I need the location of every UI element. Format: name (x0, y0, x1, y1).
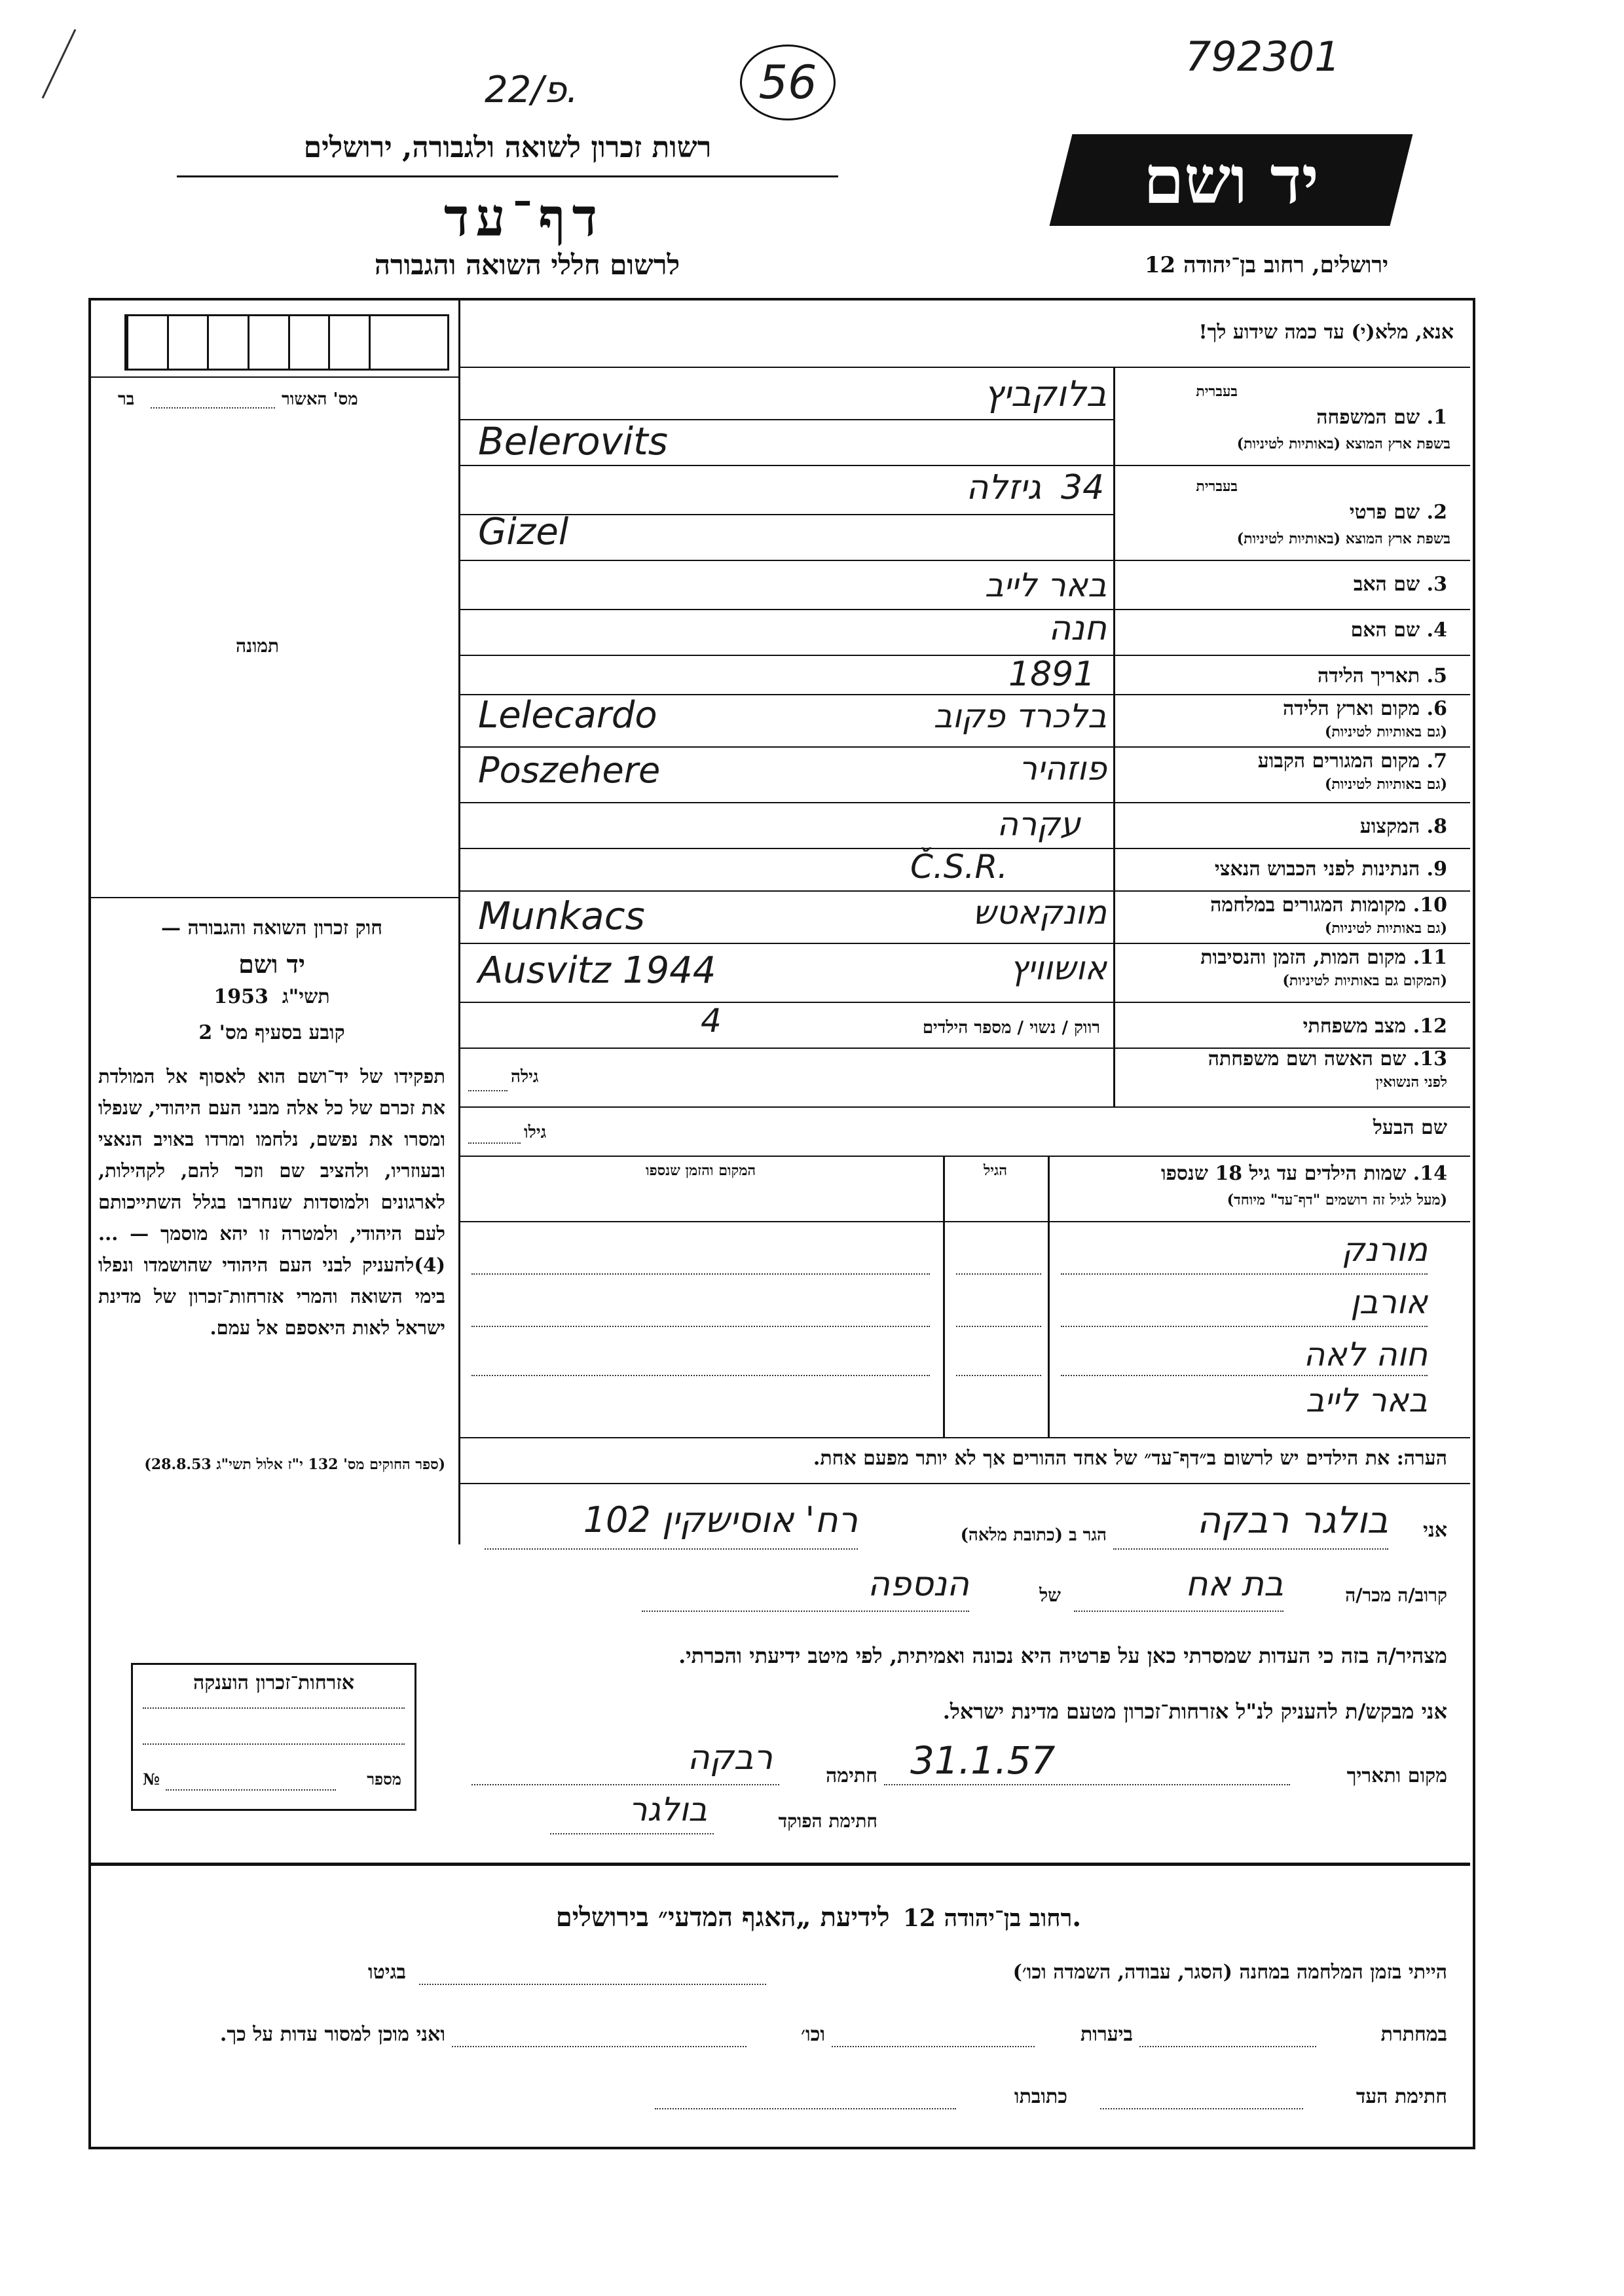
footer-witness-sig: חתימת העד (1356, 2085, 1447, 2108)
field-10-sub: (גם באותיות לטיניות) (1324, 920, 1447, 937)
child-name-4[interactable]: באר לייב (1305, 1381, 1428, 1419)
field-13-label (1126, 1048, 1447, 1070)
footer-line1: הייתי בזמן המלחמה במחנה (הסגר, עבודה, השמדה וכו׳) (1012, 1961, 1447, 1984)
law-year-hebrew: תשי"ג (282, 985, 330, 1008)
field-13-sub: לפני הנשואין (1375, 1074, 1447, 1091)
children-col-age: הגיל (984, 1162, 1007, 1179)
nationality[interactable]: Č.S.R. (910, 848, 1008, 886)
relation-value[interactable]: בת אח (1185, 1565, 1283, 1604)
official-signature-label: חתימת הפוקד (778, 1810, 877, 1832)
law-text: תפקידו של יד־ושם הוא לאסוף אל המולדת את זכרם של כל אלה מבני העם היהודי, שנפלו ומסרו את נפשם, נלחמו ומרדו באויב הנאצי ובעוזריו, ולהציב שם וזכר להם, לקהילות, לארגונים ולמוסדות שנחרבו בגלל השתייכותם לעם היהודי, ולמטרה זו יהא מוסמך — ...(4)להעניק לבני העם היהודי שהושמדו ונפלו בימי השואה והמרי אזרחות־זכרון של מדינת ישראל לאות היאספם אל עמם. (98, 1065, 445, 1339)
field-6-num: 6. (1426, 697, 1447, 720)
family-name-latin[interactable]: Belerovits (478, 419, 668, 464)
field-4-num: 4. (1426, 619, 1447, 642)
children-num: 14. (1412, 1162, 1447, 1185)
wartime-residence-hebrew[interactable]: מונקאטש (972, 894, 1107, 932)
law-reference: (ספר החוקים מס' 132 י"ז אלול תשי"ג 28.8.53) (144, 1456, 445, 1473)
children-title (1061, 1162, 1447, 1185)
circled-number-stamp (740, 45, 836, 120)
footer-address: רחוב בן־יהודה 12 (902, 1904, 1073, 1932)
law-org: יד ושם (238, 949, 305, 979)
declaration-request: אני מבקש/ת להעניק לנ"ל אזרחות־זכרון מטעם מדינת ישראל. (942, 1699, 1447, 1724)
org-line: רשות זכרון לשואה ולגבורה, ירושלים (303, 131, 712, 164)
field-11-text: מקום המות, הזמן והנסיבות (1200, 946, 1407, 969)
family-name-hebrew[interactable]: בלוקביץ (984, 373, 1107, 414)
first-name-latin[interactable]: Gizel (478, 511, 569, 553)
field-1-sub-top: בעברית (1196, 383, 1238, 400)
first-name-age[interactable]: 34 (1061, 468, 1105, 507)
field-5-num: 5. (1426, 665, 1447, 687)
field-13-num: 13. (1412, 1048, 1447, 1070)
field-2-text: שם פרטי (1349, 501, 1420, 524)
field-7-sub: (גם באותיות לטיניות) (1324, 776, 1447, 793)
field-3-text: שם האב (1353, 573, 1420, 596)
footer-etc: וכו׳ (801, 2023, 825, 2046)
declarant-signature[interactable]: רבקה (687, 1738, 773, 1777)
declaration-ani: אני (1423, 1519, 1447, 1542)
residence-latin[interactable]: Poszehere (478, 750, 661, 791)
corner-mark-icon (39, 26, 79, 105)
footer-address-label: כתובתו (1014, 2085, 1067, 2108)
child-name-1[interactable]: מורנק (1341, 1231, 1428, 1269)
file-reference: 22/פ. (485, 69, 578, 111)
field-1-sub: בשפת ארץ המוצא (באותיות לטיניות) (1236, 435, 1450, 452)
yad-vashem-logo (1050, 134, 1413, 226)
field-7-label (1126, 750, 1447, 773)
children-note: (מעל לגיל זה רושמים "דף־עד" מיוחד) (1227, 1192, 1447, 1209)
father-name[interactable]: באר לייב (984, 566, 1107, 604)
field-8-num: 8. (1426, 815, 1447, 838)
profession[interactable]: עקרה (997, 805, 1080, 843)
field-13-text: שם האשה ושם משפחתה (1208, 1048, 1407, 1070)
field-2-sub: בשפת ארץ המוצא (באותיות לטיניות) (1236, 530, 1450, 547)
lives-at-label: הגר ב (כתובת מלאה) (960, 1525, 1107, 1545)
official-signature[interactable]: בולגר (629, 1791, 707, 1829)
children-title-text: שמות הילדים עד גיל 18 שנספו (1160, 1162, 1407, 1185)
footer-title-row (458, 1902, 1179, 1933)
citizenship-no: № (143, 1770, 160, 1789)
field-8-text: המקצוע (1359, 815, 1420, 838)
field-2-sub-top: בעברית (1196, 478, 1238, 495)
field-4-label (1126, 619, 1447, 642)
logo-text: יד ושם (1143, 141, 1319, 219)
citizenship-title: אזרחות־זכרון הוענקה (193, 1671, 355, 1694)
field-5-label (1126, 665, 1447, 687)
field-7-num: 7. (1426, 750, 1447, 773)
field-9-text: הנתינות לפני הכבוש הנאצי (1214, 858, 1420, 881)
approval-number-boxes[interactable] (124, 314, 449, 371)
field-1-text: שם המשפחה (1316, 406, 1420, 429)
law-title: חוק זכרון השואה והגבורה — (161, 917, 382, 939)
remark: הערה: את הילדים יש לרשום ב״דף־עד״ של אחד ההורים אך לא יותר מפעם אחת. (813, 1447, 1447, 1470)
citizenship-box (131, 1663, 416, 1811)
child-name-2[interactable]: אורבן (1350, 1283, 1428, 1321)
husband-label: שם הבעל (1373, 1116, 1447, 1139)
field-5-text: תאריך הלידה (1318, 665, 1420, 687)
field-7-text: מקום המגורים הקבוע (1257, 750, 1420, 773)
birth-place-latin[interactable]: Lelecardo (478, 694, 657, 737)
place-date-label: מקום ותאריך (1346, 1764, 1447, 1787)
of-label: של (1039, 1584, 1061, 1606)
children-col-place: המקום והזמן שנספו (645, 1162, 756, 1179)
declaration-statement: מצהיר/ה בזה כי העדות שמסרתי כאן על פרטיה היא נכונה ואמיתית, לפי מיטב ידיעתי והכרתי. (678, 1643, 1447, 1668)
law-year-number: 1953 (213, 985, 268, 1008)
relation-label: קרוב/ה מכר/ה (1345, 1584, 1447, 1606)
field-6-sub: (גם באותיות לטיניות) (1324, 723, 1447, 740)
archive-number: 792301 (1185, 33, 1340, 81)
field-3-label (1126, 573, 1447, 596)
field-11-sub: (המקום גם באותיות לטיניות) (1282, 972, 1447, 989)
field-12-num: 12. (1412, 1015, 1447, 1038)
field-10-label (1126, 894, 1447, 917)
husband-age-label: גילו (524, 1123, 547, 1142)
field-12-text: מצב משפחתי (1302, 1015, 1407, 1038)
field-1-label (1257, 406, 1447, 429)
footer-ghetto: בגיטו (367, 1961, 406, 1984)
field-2-num: 2. (1426, 501, 1447, 524)
marital-status-options[interactable]: רווק / נשוי / מספר הילדים (922, 1018, 1100, 1038)
field-10-text: מקומות המגורים במלחמה (1210, 894, 1407, 917)
residence-hebrew[interactable]: פוזהיר (1018, 750, 1107, 788)
field-2-label (1257, 501, 1447, 524)
death-place-hebrew[interactable]: אושוויץ (1010, 949, 1107, 987)
first-name-hebrew[interactable]: גיזלה (966, 468, 1041, 507)
header-address: ירושלים, רחוב בן־יהודה 12 (1144, 252, 1388, 278)
field-6-text: מקום וארץ הלידה (1282, 697, 1420, 720)
field-10-num: 10. (1412, 894, 1447, 917)
field-3-num: 3. (1426, 573, 1447, 596)
declarant-address[interactable]: רח' אוסישקין 102 (583, 1499, 858, 1540)
law-year (98, 985, 445, 1008)
children-count[interactable]: 4 (701, 1002, 722, 1040)
citizenship-number-label: מספר (367, 1770, 401, 1789)
intro-text: אנא, מלא(י) עד כמה שידוע לך! (1198, 321, 1454, 344)
birth-place-hebrew[interactable]: בלכרד פקוב (933, 697, 1107, 735)
form-subtitle: לרשום חללי השואה והגבורה (374, 249, 680, 281)
footer-forests: ביערות (1080, 2023, 1133, 2046)
signature-label: חתימה (826, 1764, 877, 1787)
field-12-label (1126, 1015, 1447, 1038)
birth-date[interactable]: 1891 (1008, 655, 1096, 694)
approval-label: מס' האשור (282, 390, 358, 409)
relation-of-name[interactable]: הנספה (868, 1565, 969, 1604)
field-9-num: 9. (1426, 858, 1447, 881)
field-4-text: שם האם (1350, 619, 1420, 642)
wife-age-label: גילה (511, 1067, 539, 1087)
field-6-label (1126, 697, 1447, 720)
wartime-residence-latin[interactable]: Munkacs (478, 894, 645, 938)
law-clause: קובע בסעיף מס' 2 (198, 1021, 345, 1044)
declaration-date[interactable]: 31.1.57 (910, 1738, 1056, 1783)
field-11-num: 11. (1412, 946, 1447, 969)
photo-label: תמונה (236, 635, 280, 657)
field-8-label (1126, 815, 1447, 838)
field-11-label (1126, 946, 1447, 969)
footer-underground: במחתרת (1380, 2023, 1447, 2046)
circled-number: 56 (758, 56, 817, 109)
declarant-name[interactable]: בולגר רבקה (1196, 1499, 1388, 1542)
field-1-num: 1. (1426, 406, 1447, 429)
field-9-label (1126, 858, 1447, 881)
child-name-3[interactable]: חוה לאה (1303, 1336, 1428, 1374)
mother-name[interactable]: חנה (1048, 609, 1107, 648)
footer-testimony: ואני מוכן למסור עדות על כך. (219, 2023, 445, 2046)
footer-title: לידיעת „האגף המדעי״ בירושלים. (555, 1902, 1082, 1933)
approval-prefix: בר (118, 390, 135, 409)
form-title: דף־עד (443, 187, 604, 248)
death-place-latin[interactable]: Ausvitz 1944 (478, 949, 716, 992)
